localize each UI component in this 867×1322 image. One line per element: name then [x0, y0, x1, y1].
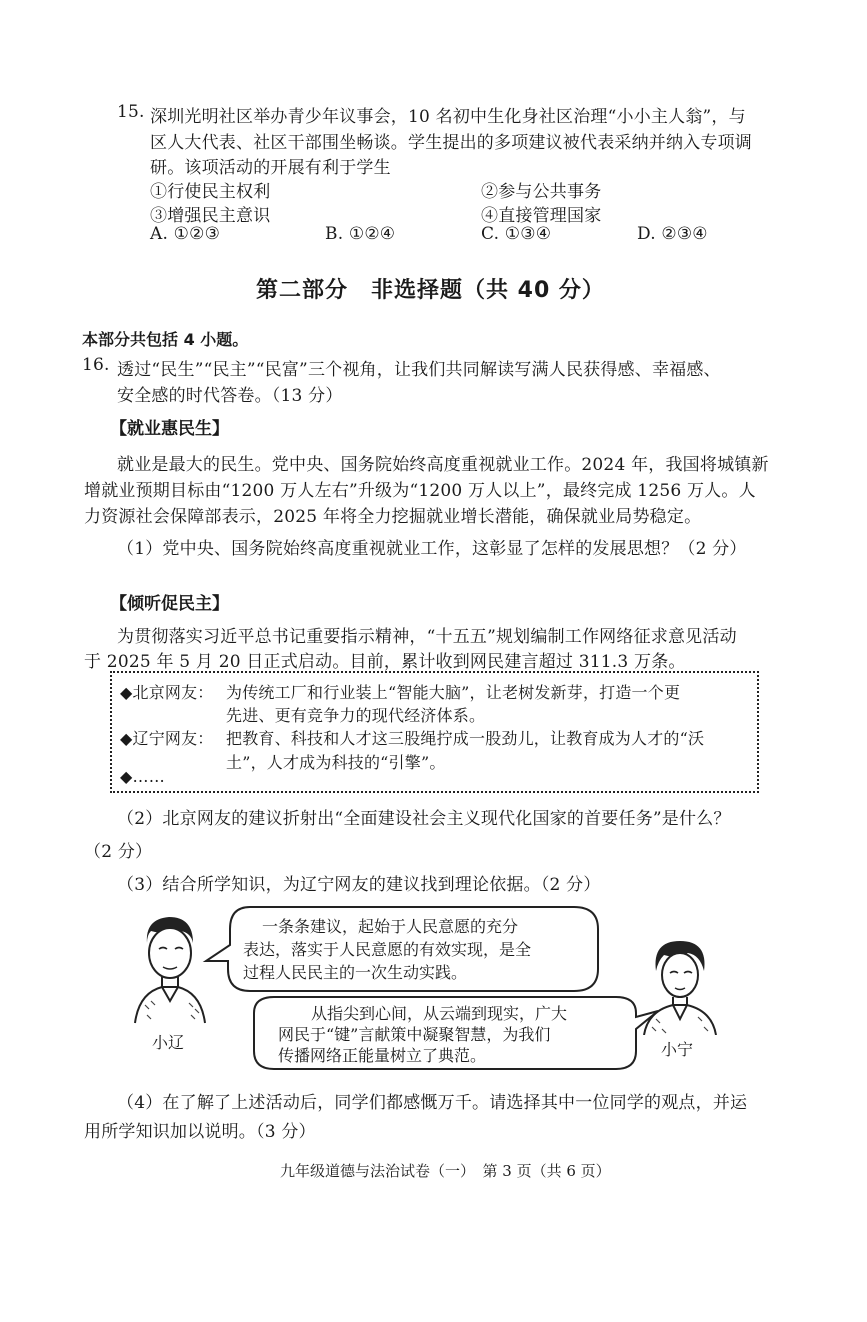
q15-option-c: C. ①③④: [481, 224, 552, 244]
q15-stem-line3: 研。该项活动的开展有利于学生: [150, 158, 391, 178]
question-4-line2: 用所学知识加以说明。（3 分）: [84, 1122, 316, 1142]
q16-stem-line2: 安全感的时代答卷。（13 分）: [117, 386, 343, 406]
question-2-line2: （2 分）: [84, 842, 153, 862]
employment-line3: 力资源社会保障部表示，2025 年将全力挖掘就业增长潜能，确保就业局势稳定。: [84, 507, 702, 527]
democracy-line2: 于 2025 年 5 月 20 日正式启动。目前，累计收到网民建言超过 311.3 万条。: [84, 652, 686, 672]
q15-stem-line2: 区人大代表、社区干部围坐畅谈。学生提出的多项建议被代表采纳并纳入专项调: [150, 133, 752, 153]
q15-item-1: ①行使民主权利: [150, 182, 271, 202]
liaoning-netizen-label: ◆辽宁网友：: [120, 729, 214, 748]
employment-line2: 增就业预期目标由“1200 万人左右”升级为“1200 万人以上”，最终完成 1256 万人。人: [84, 481, 756, 501]
question-4-line1: （4）在了解了上述活动后，同学们都感慨万千。请选择其中一位同学的观点，并运: [117, 1093, 748, 1113]
q16-number: 16.: [82, 355, 110, 375]
part2-title: 第二部分 非选择题（共 40 分）: [256, 278, 605, 303]
employment-line1: 就业是最大的民生。党中央、国务院始终高度重视就业工作。2024 年，我国将城镇新: [117, 455, 769, 475]
q15-option-d: D. ②③④: [637, 224, 708, 244]
beijing-netizen-label: ◆北京网友：: [120, 683, 214, 702]
q15-option-b: B. ①②④: [325, 224, 396, 244]
bubble2-line3: 传播网络正能量树立了典范。: [278, 1046, 487, 1065]
q15-number: 15.: [117, 102, 145, 122]
q15-item-4: ④直接管理国家: [481, 206, 602, 226]
more-suggestions: ◆……: [120, 767, 165, 786]
bubble2-line1: 从指尖到心间，从云端到现实，广大: [311, 1004, 568, 1023]
question-2-line1: （2）北京网友的建议折射出“全面建设社会主义现代化国家的首要任务”是什么？: [117, 809, 731, 829]
xiaoning-name: 小宁: [661, 1040, 694, 1059]
bubble1-line2: 表达，落实于人民意愿的有效实现，是全: [243, 940, 532, 959]
question-1: （1）党中央、国务院始终高度重视就业工作，这彰显了怎样的发展思想？（2 分）: [117, 539, 747, 559]
q15-stem-line1: 深圳光明社区举办青少年议事会，10 名初中生化身社区治理“小小主人翁”，与: [150, 107, 746, 127]
beijing-netizen-line1: 为传统工厂和行业装上“智能大脑”，让老树发新芽，打造一个更: [226, 683, 681, 702]
section-democracy-heading: 【倾听促民主】: [110, 594, 229, 614]
section-employment-heading: 【就业惠民生】: [110, 419, 229, 439]
liaoning-netizen-line1: 把教育、科技和人才这三股绳拧成一股劲儿，让教育成为人才的“沃: [226, 729, 705, 748]
q15-option-a: A. ①②③: [150, 224, 221, 244]
beijing-netizen-line2: 先进、更有竞争力的现代经济体系。: [226, 706, 486, 725]
bubble1-line1: 一条条建议，起始于人民意愿的充分: [262, 917, 519, 936]
q16-stem-line1: 透过“民生”“民主”“民富”三个视角，让我们共同解读写满人民获得感、幸福感、: [117, 360, 721, 380]
question-3: （3）结合所学知识，为辽宁网友的建议找到理论依据。（2 分）: [117, 875, 601, 895]
xiaoliao-name: 小辽: [152, 1033, 185, 1052]
page-footer: 九年级道德与法治试卷（一） 第 3 页（共 6 页）: [280, 1162, 611, 1180]
democracy-line1: 为贯彻落实习近平总书记重要指示精神，“十五五”规划编制工作网络征求意见活动: [117, 627, 737, 647]
part2-intro: 本部分共包括 4 小题。: [82, 330, 249, 349]
bubble1-line3: 过程人民民主的一次生动实践。: [243, 963, 468, 982]
liaoning-netizen-line2: 土”，人才成为科技的“引擎”。: [226, 753, 446, 772]
q15-item-3: ③增强民主意识: [150, 206, 271, 226]
bubble2-line2: 网民于“键”言献策中凝聚智慧，为我们: [278, 1025, 551, 1044]
q15-item-2: ②参与公共事务: [481, 182, 602, 202]
